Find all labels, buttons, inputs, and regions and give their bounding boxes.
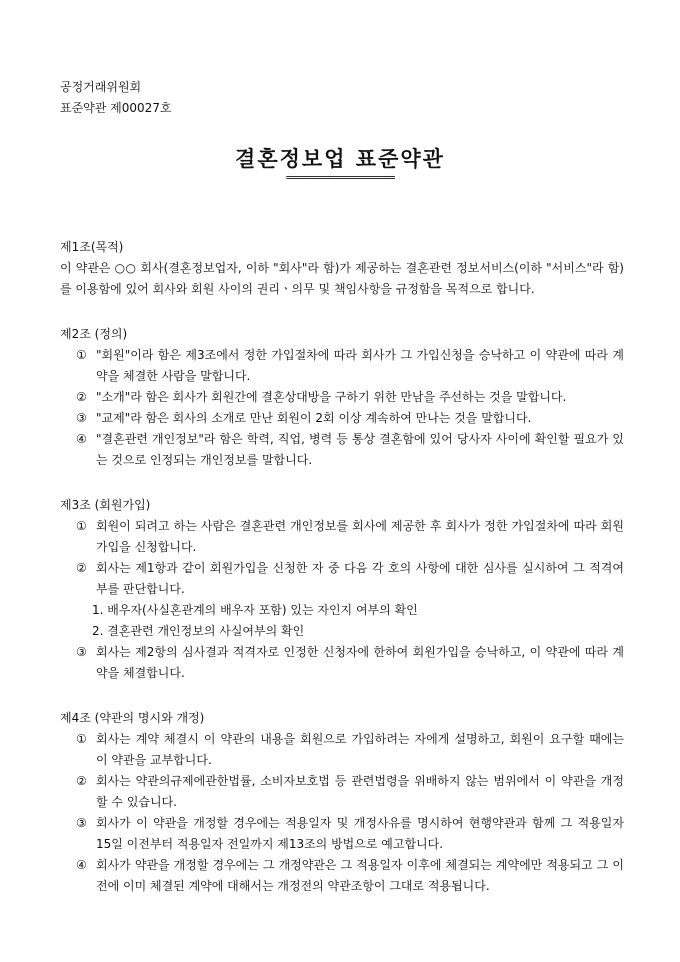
document-number: 표준약관 제00027호 (60, 101, 172, 115)
article-heading: 제3조 (회원가입) (60, 498, 151, 512)
clause-number: ③ (76, 411, 87, 425)
article-3 (60, 495, 624, 684)
clause-item (60, 408, 624, 429)
article-paragraph: 이 약관은 ○○ 회사(결혼정보업자, 이하 "회사"라 함)가 제공하는 결혼관련 정보서비스(이하 "서비스"라 함)를 이용함에 있어 회사와 회원 사이의 권리ㆍ의무 및 책임사항을 규정함을 목적으로 합니다. (60, 261, 624, 296)
article-heading: 제2조 (정의) (60, 327, 128, 341)
issuing-organization: 공정거래위원회 (60, 80, 142, 94)
clause-number: ④ (76, 858, 87, 872)
sub-clause: 2. 결혼관련 개인정보의 사실여부의 확인 (92, 624, 305, 638)
clause-text: "소개"라 함은 회사가 회원간에 결혼상대방을 구하기 위한 만남을 주선하는 것을 말합니다. (96, 390, 567, 404)
title-double-underline: ==================== (285, 172, 395, 184)
clause-text: 회사가 약관을 개정할 경우에는 그 개정약관은 그 적용일자 이후에 체결되는 계약에만 적용되고 그 이전에 이미 체결된 계약에 대해서는 개정전의 약관조항이 그대로 적용됩니다. (96, 858, 624, 893)
clause-text: 회사가 이 약관을 개정할 경우에는 적용일자 및 개정사유를 명시하여 현행약관과 함께 그 적용일자 15일 이전부터 적용일자 전일까지 제13조의 방법으로 예고합니다. (96, 816, 624, 851)
clause-text: 회사는 약관의규제에관한법률, 소비자보호법 등 관련법령을 위배하지 않는 범위에서 이 약관을 개정할 수 있습니다. (96, 774, 624, 809)
clause-text: 회사는 계약 체결시 이 약관의 내용을 회원으로 가입하려는 자에게 설명하고, 회원이 요구할 때에는 이 약관을 교부합니다. (96, 732, 624, 767)
article-1 (60, 237, 624, 300)
clause-item (60, 813, 624, 855)
clause-item (60, 429, 624, 471)
clause-text: "교제"라 함은 회사의 소개로 만난 회원이 2회 이상 계속하여 만나는 것을 말합니다. (96, 411, 532, 425)
article-heading: 제4조 (약관의 명시와 개정) (60, 711, 205, 725)
article-2 (60, 324, 624, 471)
clause-item (60, 642, 624, 684)
clause-text: 회원이 되려고 하는 사람은 결혼관련 개인정보를 회사에 제공한 후 회사가 정한 가입절차에 따라 회원가입을 신청합니다. (96, 519, 624, 554)
clause-item (60, 729, 624, 771)
clause-item (60, 855, 624, 897)
clause-text: 회사는 제2항의 심사결과 적격자로 인정한 신청자에 한하여 회원가입을 승낙하고, 이 약관에 따라 계약을 체결합니다. (96, 645, 624, 680)
clause-text: 회사는 제1항과 같이 회원가입을 신청한 자 중 다음 각 호의 사항에 대한 심사를 실시하여 그 적격여부를 판단합니다. (96, 561, 624, 596)
clause-item (60, 345, 624, 387)
clause-number: ② (76, 774, 87, 788)
clause-item (60, 558, 624, 600)
clause-number: ④ (76, 432, 87, 446)
document-title: 결혼정보업 표준약관 (235, 146, 445, 171)
clause-item (60, 771, 624, 813)
clause-text: "회원"이라 함은 제3조에서 정한 가입절차에 따라 회사가 그 가입신청을 승낙하고 이 약관에 따라 계약을 체결한 사람을 말합니다. (96, 348, 624, 383)
clause-number: ② (76, 390, 87, 404)
clause-item (60, 387, 624, 408)
article-heading: 제1조(목적) (60, 240, 124, 254)
sub-clause: 1. 배우자(사실혼관계의 배우자 포함) 있는 자인지 여부의 확인 (92, 603, 418, 617)
document-body (60, 237, 624, 921)
clause-number: ③ (76, 816, 87, 830)
clause-number: ① (76, 519, 87, 533)
article-4 (60, 708, 624, 897)
clause-number: ① (76, 732, 87, 746)
clause-number: ① (76, 348, 87, 362)
clause-number: ② (76, 561, 87, 575)
clause-number: ③ (76, 645, 87, 659)
clause-text: "결혼관련 개인정보"라 함은 학력, 직업, 병력 등 통상 결혼함에 있어 당사자 사이에 확인할 필요가 있는 것으로 인정되는 개인정보를 말합니다. (96, 432, 624, 467)
clause-item (60, 516, 624, 558)
